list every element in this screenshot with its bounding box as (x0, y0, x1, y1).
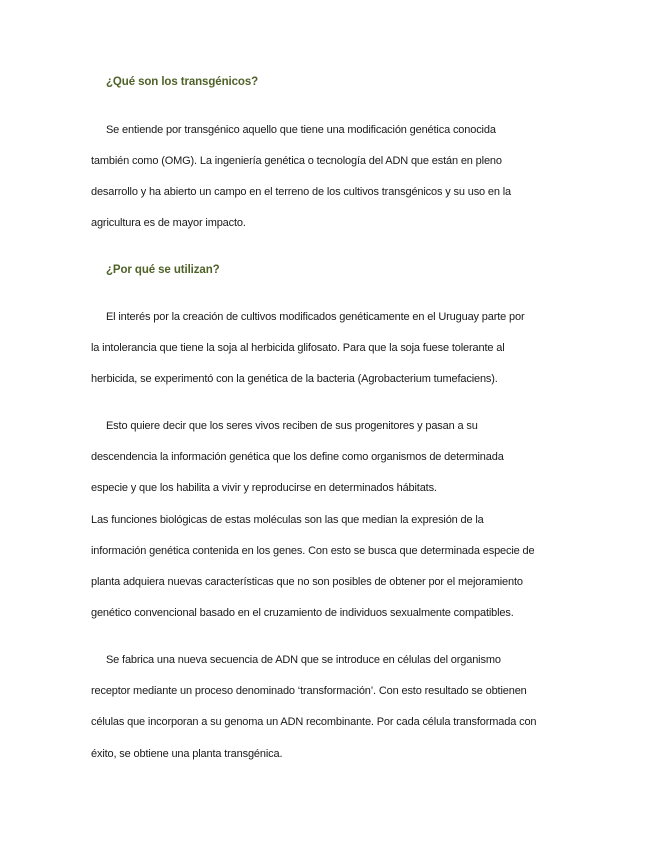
paragraph-line: El interés por la creación de cultivos modificados genéticamente en el Uruguay parte por (106, 311, 525, 323)
paragraph-line: la intolerancia que tiene la soja al herbicida glifosato. Para que la soja fuese tolerante al (91, 342, 505, 354)
paragraph-line: descendencia la información genética que los define como organismos de determinada (91, 451, 504, 463)
paragraph-line: Esto quiere decir que los seres vivos reciben de sus progenitores y pasan a su (106, 420, 478, 432)
paragraph-line: desarrollo y ha abierto un campo en el terreno de los cultivos transgénicos y su uso en la (91, 186, 512, 198)
paragraph-line: Se entiende por transgénico aquello que tiene una modificación genética conocida (106, 124, 496, 136)
paragraph-line: células que incorporan a su genoma un ADN recombinante. Por cada célula transformada con (91, 716, 537, 728)
paragraph-line: especie y que los habilita a vivir y reproducirse en determinados hábitats. (91, 482, 437, 494)
paragraph-line: herbicida, se experimentó con la genética de la bacteria (Agrobacterium tumefaciens). (91, 373, 498, 385)
paragraph-line: Las funciones biológicas de estas moléculas son las que median la expresión de la (91, 514, 484, 526)
paragraph-line: receptor mediante un proceso denominado ‘transformación’. Con esto resultado se obtienen (91, 685, 527, 697)
paragraph-line: información genética contenida en los genes. Con esto se busca que determinada especie de (91, 545, 535, 557)
paragraph-line: planta adquiera nuevas características que no son posibles de obtener por el mejoramiento (91, 576, 523, 588)
paragraph-line: Se fabrica una nueva secuencia de ADN que se introduce en células del organismo (106, 654, 501, 666)
heading-que-son-transgenicos: ¿Qué son los transgénicos? (106, 76, 259, 88)
heading-por-que-se-utilizan: ¿Por qué se utilizan? (106, 264, 220, 276)
paragraph-line: genético convencional basado en el cruzamiento de individuos sexualmente compatibles. (91, 607, 514, 619)
paragraph-line: agricultura es de mayor impacto. (91, 217, 246, 229)
paragraph-line: éxito, se obtiene una planta transgénica. (91, 748, 283, 760)
paragraph-line: también como (OMG). La ingeniería genética o tecnología del ADN que están en pleno (91, 155, 502, 167)
